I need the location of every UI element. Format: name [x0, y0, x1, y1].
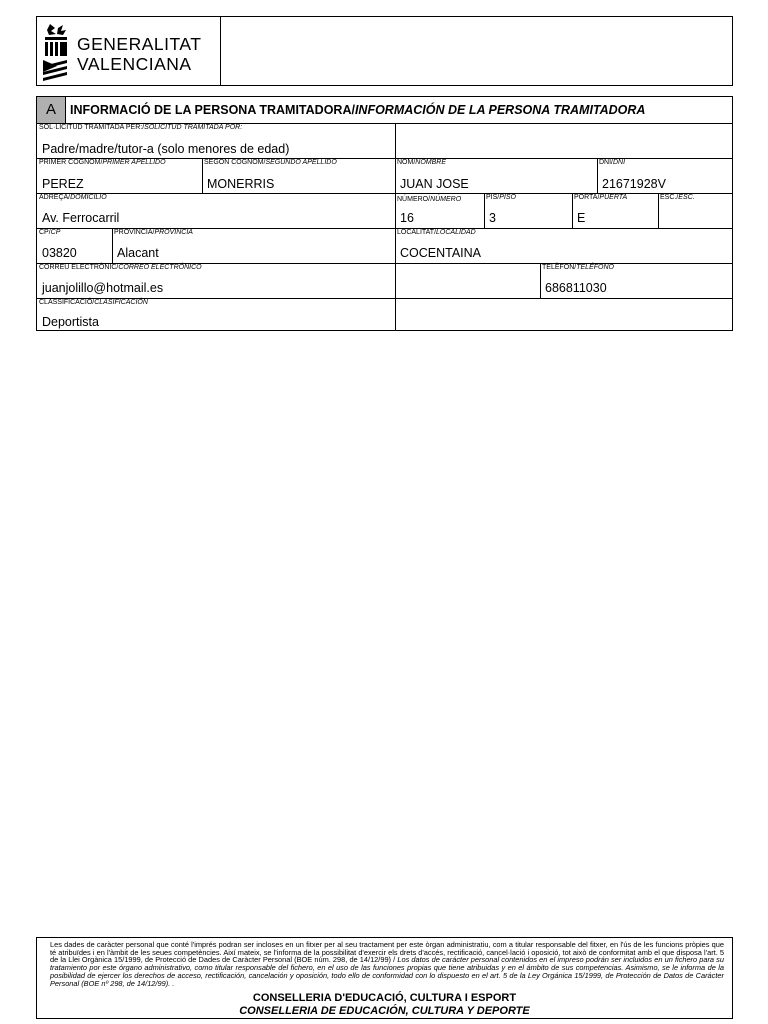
field-porta[interactable]: [572, 193, 658, 228]
field-value: JUAN JOSE: [400, 177, 469, 191]
field-nom[interactable]: [395, 158, 597, 193]
field-value: juanjolillo@hotmail.es: [42, 281, 164, 295]
field-label: LOCALITAT/LOCALIDAD: [397, 229, 476, 236]
section-a-persona-tramitadora: [36, 96, 733, 331]
field-value: PEREZ: [42, 177, 84, 191]
field-label: PRIMER COGNOM/PRIMER APELLIDO: [39, 159, 166, 166]
generalitat-valenciana-logo-icon: [41, 22, 71, 82]
field-classificacio[interactable]: [37, 298, 395, 330]
section-title: INFORMACIÓ DE LA PERSONA TRAMITADORA/INFORMACIÓN DE LA PERSONA TRAMITADORA: [70, 103, 646, 117]
empty-cell: [395, 298, 732, 330]
field-provincia[interactable]: [112, 228, 395, 263]
conselleria-name-va: CONSELLERIA D'EDUCACIÓ, CULTURA I ESPORT: [252, 992, 517, 1004]
logo-line-1: GENERALITAT: [77, 34, 202, 54]
field-value: 16: [400, 211, 414, 225]
field-segon-cognom[interactable]: [202, 158, 395, 193]
field-numero[interactable]: [395, 193, 484, 228]
field-value: 686811030: [545, 281, 607, 295]
field-value: COCENTAINA: [400, 246, 482, 260]
field-label: ESC./ESC.: [660, 194, 695, 201]
field-esc[interactable]: [658, 193, 732, 228]
field-solicitud[interactable]: [37, 123, 395, 158]
field-label: CORREU ELECTRÒNIC/CORREO ELECTRÓNICO: [39, 264, 202, 271]
field-label: SOL·LICITUD TRAMITADA PER:/SOLICITUD TRAMITADA POR:: [39, 124, 243, 131]
field-value: Av. Ferrocarril: [42, 211, 120, 225]
field-label: NÚMERO/NÚMERO: [397, 196, 462, 203]
field-value: Padre/madre/tutor-a (solo menores de edad): [42, 142, 290, 156]
field-correu[interactable]: [37, 263, 540, 298]
logo-text: [77, 34, 201, 74]
legal-notice: Les dades de caràcter personal que conté l'imprés podran ser incloses en un fitxer per al seu tractament per este òrgan administratiu, com a titular responsable del fitxer, en l'ús de les funcions pròpies que té atribuïdes i en l'àmbit de les seues competències. Així mateix, se l'informa de la possibilitat d'exercir els drets d'accés, rectificació, cancel·lació i oposició, tot això de conformitat amb el que disposa l'art. 5 de la Llei Orgànica 15/1999, de Protecció de Dades de Caràcter Personal (BOE núm. 298, de 14/12/99) / Los datos de carácter personal contenidos en el impreso podrán ser incluidos en un fichero para su tratamiento por este órgano administrativo, como titular responsable del fichero, en el uso de las funciones propias que tiene atribuidas y en el ámbito de sus competencias. Asimismo, se le informa de la posibilidad de ejercer los derechos de acceso, rectificación, cancelación y oposición, todo ello de conformidad con lo dispuesto en el art. 5 de la Ley Orgánica 15/1999, de Protección de Datos de Carácter Personal (BOE nº 298, de 14/12/99). .: [50, 940, 724, 988]
field-primer-cognom[interactable]: [37, 158, 202, 193]
field-label: SEGON COGNOM/SEGUNDO APELLIDO: [204, 159, 337, 166]
field-value: Alacant: [117, 246, 159, 260]
field-value: E: [577, 211, 586, 225]
field-value: MONERRIS: [207, 177, 275, 191]
field-adreca[interactable]: [37, 193, 395, 228]
field-label: PORTA/PUERTA: [574, 194, 628, 201]
field-telefon[interactable]: [540, 263, 732, 298]
field-value: 03820: [42, 246, 77, 260]
field-localitat[interactable]: [395, 228, 732, 263]
conselleria-name-es: CONSELLERIA DE EDUCACIÓN, CULTURA Y DEPORTE: [239, 1005, 530, 1017]
field-cp[interactable]: [37, 228, 112, 263]
field-pis[interactable]: [484, 193, 572, 228]
field-dni[interactable]: [597, 158, 732, 193]
field-label: CLASSIFICACIÓ/CLASIFICACIÓN: [39, 299, 148, 306]
field-label: TELÈFON/TELÉFONO: [542, 264, 614, 271]
field-label: PIS/PISO: [486, 194, 516, 201]
field-label: DNI/DNI: [599, 159, 626, 166]
field-label: NOM/NOMBRE: [397, 159, 447, 166]
field-label: CP/CP: [39, 229, 61, 236]
form-header: [36, 16, 733, 86]
field-value: 21671928V: [602, 177, 666, 191]
field-label: ADREÇA/DOMICILIO: [39, 194, 107, 201]
field-value: Deportista: [42, 315, 99, 329]
field-value: 3: [489, 211, 496, 225]
form-footer: [36, 937, 733, 1019]
logo-line-2: VALENCIANA: [77, 54, 192, 74]
header-divider: [220, 17, 221, 85]
section-letter: A: [37, 97, 66, 123]
field-label: PROVINCIA/PROVINCIA: [114, 229, 193, 236]
